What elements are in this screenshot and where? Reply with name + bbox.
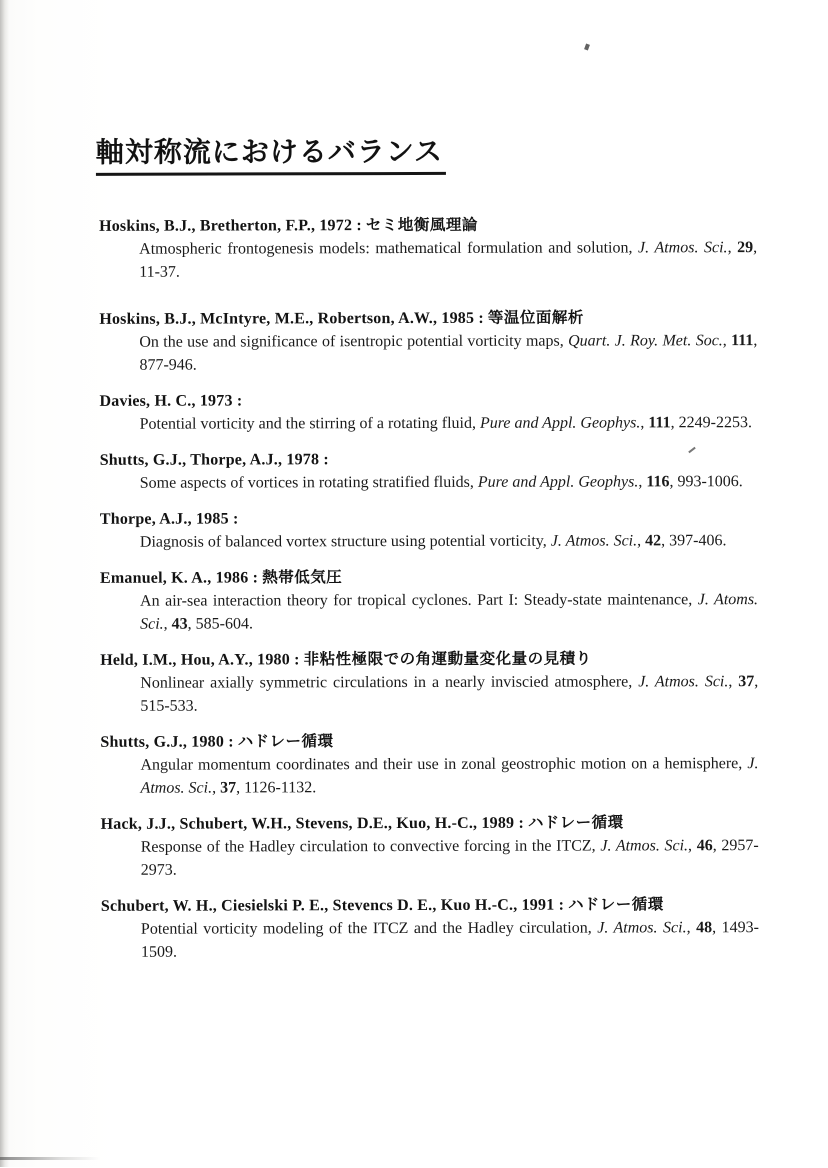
reference-entry — [100, 647, 758, 718]
reference-japanese-tag: ハドレー循環 — [568, 895, 664, 914]
citation-segment: 116 — [646, 473, 670, 491]
citation-segment: Diagnosis of balanced vortex structure using potential vorticity, — [139, 532, 551, 551]
citation-segment: Nonlinear axially symmetric circulations in a nearly inviscied atmosphere, — [140, 673, 639, 692]
reference-entry — [101, 811, 759, 882]
reference-citation — [139, 329, 757, 377]
citation-segment: , — [638, 473, 647, 491]
citation-segment: Angular momentum coordinates and their use in zonal geostrophic motion on a hemisphere, — [140, 755, 748, 774]
citation-segment: J. Atoms. Sci. — [140, 591, 759, 633]
reference-heading — [99, 388, 757, 413]
citation-segment: J. Atmos. Sci. — [140, 755, 759, 797]
scan-artifact-bottom-streak — [0, 1157, 100, 1160]
reference-authors: Shutts, G.J., 1980 : — [100, 733, 234, 751]
reference-entry — [101, 893, 759, 964]
reference-citation — [140, 752, 758, 800]
reference-citation — [139, 236, 757, 284]
reference-heading — [101, 811, 759, 836]
citation-segment: , 515-533. — [140, 673, 759, 715]
citation-segment: J. Atmos. Sci. — [597, 919, 687, 937]
reference-japanese-tag: 非粘性極限での角運動量変化量の見積り — [303, 649, 592, 669]
citation-segment: , — [686, 919, 697, 937]
reference-authors: Hack, J.J., Schubert, W.H., Stevens, D.E., Kuo, H.-C., 1989 : — [100, 814, 524, 833]
citation-segment: 111 — [648, 414, 671, 432]
reference-authors: Davies, H. C., 1973 : — [99, 392, 243, 410]
reference-japanese-tag: 等温位面解析 — [487, 308, 584, 327]
citation-segment: An air-sea interaction theory for tropical cyclones. Part I: Steady-state maintenance, — [140, 591, 698, 610]
reference-authors: Held, I.M., Hou, A.Y., 1980 : — [100, 651, 300, 669]
citation-segment: Potential vorticity and the stirring of a rotating fluid, — [139, 414, 480, 433]
reference-entry — [99, 388, 757, 436]
citation-segment: , 1126-1132. — [236, 779, 317, 797]
reference-entry — [100, 565, 758, 636]
citation-segment: 111 — [731, 332, 754, 350]
reference-japanese-tag: 熱帯低気圧 — [262, 568, 343, 587]
reference-entry — [99, 306, 757, 377]
reference-authors: Thorpe, A.J., 1985 : — [99, 510, 239, 528]
reference-japanese-tag: ハドレー循環 — [527, 813, 624, 832]
citation-segment: 42 — [645, 532, 662, 550]
reference-authors: Hoskins, B.J., McIntyre, M.E., Robertson, A.W., 1985 : — [99, 309, 484, 328]
reference-heading — [100, 647, 758, 672]
citation-segment: , 397-406. — [661, 532, 727, 550]
citation-segment: , — [722, 332, 732, 350]
reference-citation — [140, 529, 758, 554]
citation-segment: Some aspects of vortices in rotating stratified fluids, — [139, 473, 478, 492]
reference-entry — [99, 213, 757, 284]
reference-authors: Hoskins, B.J., Bretherton, F.P., 1972 : — [99, 217, 362, 235]
reference-citation — [141, 916, 759, 964]
reference-japanese-tag: セミ地衡風理論 — [365, 215, 478, 235]
reference-entry — [100, 729, 758, 800]
citation-segment: , 2249-2253. — [670, 414, 752, 432]
reference-authors: Emanuel, K. A., 1986 : — [99, 569, 259, 587]
citation-segment: Pure and Appl. Geophys. — [477, 473, 639, 491]
reference-citation — [140, 670, 758, 718]
reference-citation — [140, 588, 758, 636]
citation-segment: , 2957-2973. — [140, 837, 759, 879]
citation-segment: Quart. J. Roy. Met. Soc. — [568, 332, 723, 350]
citation-segment: , — [688, 837, 697, 855]
reference-citation — [141, 834, 759, 882]
citation-segment: 43 — [171, 615, 188, 633]
reference-authors: Shutts, G.J., Thorpe, A.J., 1978 : — [99, 451, 329, 469]
citation-segment: Pure and Appl. Geophys. — [479, 414, 641, 432]
citation-segment: , 11-37. — [139, 239, 758, 281]
citation-segment: Atmospheric frontogenesis models: mathematical formulation and solution, — [139, 239, 639, 258]
citation-segment: Response of the Hadley circulation to convective forcing in the ITCZ, — [140, 837, 601, 856]
reference-citation — [140, 411, 758, 436]
reference-entry — [100, 506, 758, 554]
citation-segment: , 585-604. — [187, 615, 254, 633]
reference-heading — [100, 447, 758, 472]
citation-segment: 48 — [696, 919, 713, 937]
reference-authors: Schubert, W. H., Ciesielski P. E., Stevencs D. E., Kuo H.-C., 1991 : — [100, 896, 565, 915]
reference-heading — [99, 213, 757, 238]
reference-japanese-tag: ハドレー循環 — [237, 732, 334, 751]
reference-list — [99, 213, 759, 977]
citation-segment: , 877-946. — [139, 332, 758, 374]
citation-segment: , 1493-1509. — [140, 919, 759, 961]
citation-segment: , 993-1006. — [669, 473, 743, 491]
citation-segment: J. Atmos. Sci. — [638, 239, 728, 257]
citation-segment: 37 — [220, 779, 237, 797]
page-title: 軸対称流におけるバランス — [96, 136, 446, 176]
reference-heading — [101, 893, 759, 918]
citation-segment: , — [728, 673, 739, 691]
citation-segment: Potential vorticity modeling of the ITCZ and the Hadley circulation, — [140, 919, 598, 938]
citation-segment: J. Atmos. Sci. — [550, 532, 638, 550]
reference-heading — [100, 565, 758, 590]
reference-heading — [100, 506, 758, 531]
reference-heading — [100, 729, 758, 754]
citation-segment: 46 — [696, 837, 713, 855]
reference-heading — [99, 306, 757, 331]
reference-citation — [140, 470, 758, 495]
citation-segment: 29 — [737, 239, 754, 257]
citation-segment: , — [212, 779, 221, 797]
citation-segment: On the use and significance of isentropic potential vorticity maps, — [139, 332, 569, 351]
citation-segment: 37 — [738, 673, 755, 691]
citation-segment: , — [163, 615, 172, 633]
citation-segment: , — [637, 532, 646, 550]
reference-entry — [100, 447, 758, 495]
citation-segment: , — [640, 414, 649, 432]
citation-segment: J. Atmos. Sci. — [638, 673, 729, 691]
citation-segment: J. Atmos. Sci. — [600, 837, 689, 855]
citation-segment: , — [727, 239, 738, 257]
